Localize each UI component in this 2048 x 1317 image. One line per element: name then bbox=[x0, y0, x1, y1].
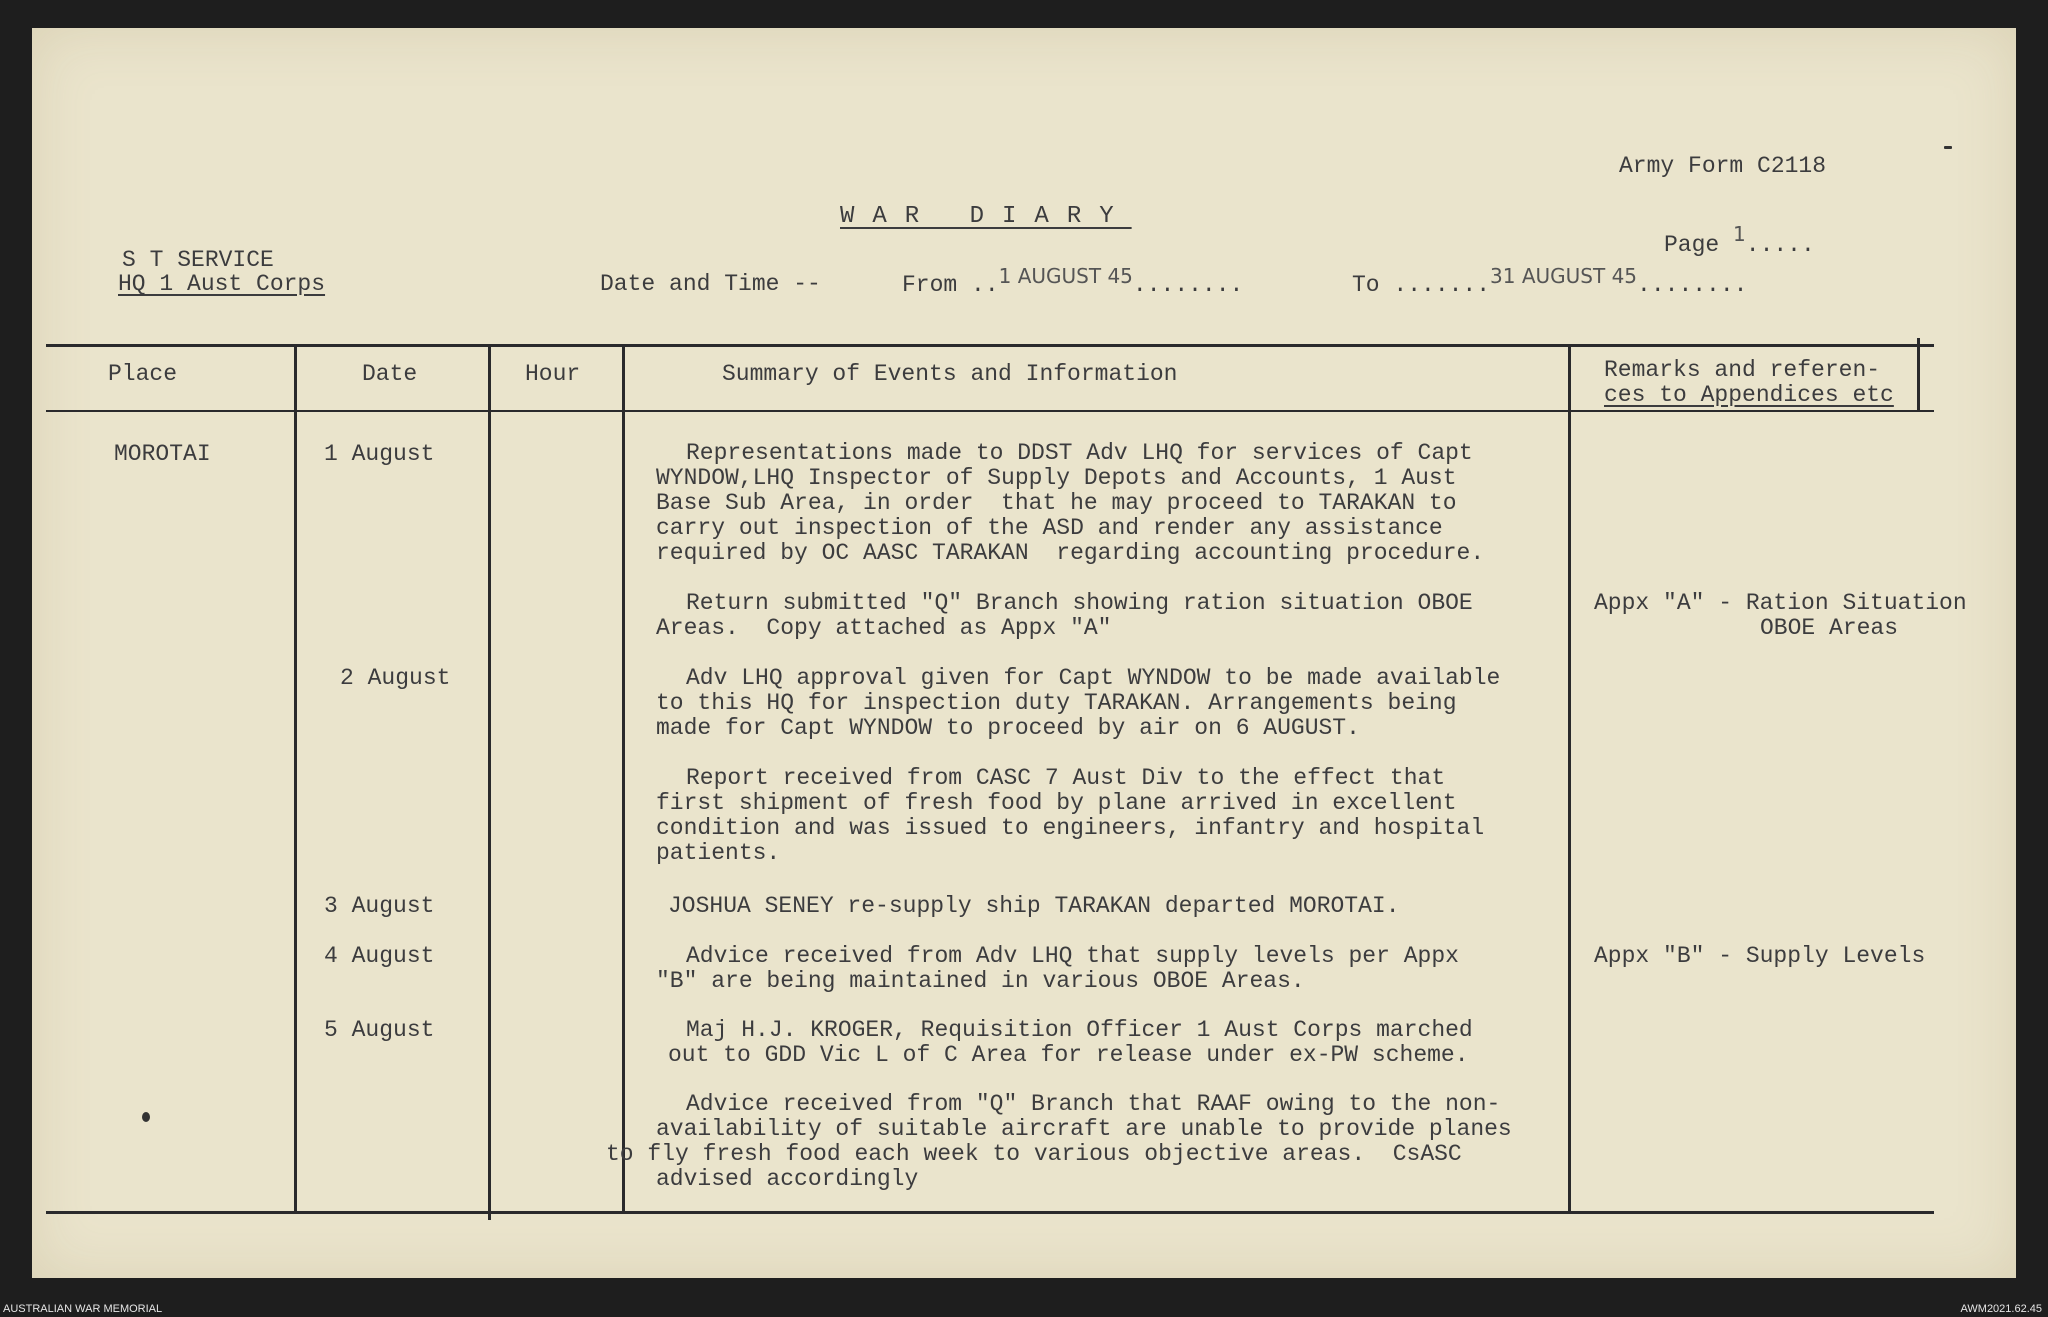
document-page bbox=[32, 28, 2016, 1278]
ink-speck bbox=[1944, 146, 1952, 149]
date-cell-4: 4 August bbox=[324, 943, 435, 969]
summary-line: JOSHUA SENEY re-supply ship TARAKAN departed MOROTAI. bbox=[668, 893, 1400, 919]
summary-line: WYNDOW,LHQ Inspector of Supply Depots and Accounts, 1 Aust bbox=[656, 465, 1457, 491]
summary-line: availability of suitable aircraft are unable to provide planes bbox=[656, 1116, 1512, 1142]
document-title: WAR DIARY bbox=[840, 203, 1132, 230]
header-bottom-rule bbox=[46, 410, 1934, 412]
summary-line: Maj H.J. KROGER, Requisition Officer 1 Aust Corps marched bbox=[686, 1017, 1473, 1043]
summary-line: Areas. Copy attached as Appx "A" bbox=[656, 615, 1112, 641]
summary-line: Return submitted "Q" Branch showing ration situation OBOE bbox=[686, 590, 1473, 616]
summary-line: out to GDD Vic L of C Area for release under ex-PW scheme. bbox=[668, 1042, 1469, 1068]
unit-name: S T SERVICE bbox=[122, 247, 274, 273]
summary-line: Report received from CASC 7 Aust Div to the effect that bbox=[686, 765, 1446, 791]
from-date: 1 AUGUST 45 bbox=[998, 264, 1133, 288]
column-header-hour: Hour bbox=[525, 361, 581, 387]
column-divider-remarks bbox=[1917, 338, 1920, 412]
column-header-remarks-1: Remarks and referen- bbox=[1604, 357, 1881, 383]
date-cell-1: 1 August bbox=[324, 441, 435, 467]
summary-line: required by OC AASC TARAKAN regarding accounting procedure. bbox=[656, 540, 1485, 566]
to-field: To .......31 AUGUST 45........ bbox=[1352, 264, 1748, 298]
date-cell-2: 2 August bbox=[340, 665, 451, 691]
column-header-summary: Summary of Events and Information bbox=[722, 361, 1178, 387]
page-label: Page bbox=[1664, 232, 1720, 258]
summary-line: condition and was issued to engineers, infantry and hospital bbox=[656, 815, 1485, 841]
to-date: 31 AUGUST 45 bbox=[1490, 264, 1638, 288]
summary-line: first shipment of fresh food by plane arrived in excellent bbox=[656, 790, 1457, 816]
page-number: 1 bbox=[1733, 222, 1746, 246]
summary-line: Advice received from "Q" Branch that RAAF owing to the non- bbox=[686, 1091, 1501, 1117]
footer-accession-number: AWM2021.62.45 bbox=[1960, 1303, 2042, 1315]
summary-line: "B" are being maintained in various OBOE Areas. bbox=[656, 968, 1305, 994]
column-header-date: Date bbox=[362, 361, 418, 387]
summary-line: Advice received from Adv LHQ that supply levels per Appx bbox=[686, 943, 1459, 969]
footer-archive-name: AUSTRALIAN WAR MEMORIAL bbox=[3, 1303, 163, 1315]
form-number: Army Form C2118 bbox=[1619, 153, 1827, 179]
date-time-label: Date and Time -- bbox=[600, 271, 821, 297]
summary-line: carry out inspection of the ASD and render any assistance bbox=[656, 515, 1443, 541]
column-header-place: Place bbox=[108, 361, 178, 387]
table-bottom-rule bbox=[46, 1211, 1934, 1214]
column-divider-date bbox=[488, 344, 491, 1220]
page-field: Page 1..... bbox=[1664, 222, 1815, 258]
summary-line: to this HQ for inspection duty TARAKAN. Arrangements being bbox=[656, 690, 1457, 716]
summary-line: Base Sub Area, in order that he may proceed to TARAKAN to bbox=[656, 490, 1457, 516]
table-top-rule bbox=[46, 344, 1934, 347]
from-field: From ..1 AUGUST 45........ bbox=[902, 264, 1244, 298]
place-cell: MOROTAI bbox=[114, 441, 211, 467]
summary-line: patients. bbox=[656, 840, 781, 866]
remark-appx-a: Appx "A" - Ration Situation bbox=[1594, 590, 1967, 616]
summary-line: Adv LHQ approval given for Capt WYNDOW to be made available bbox=[686, 665, 1501, 691]
column-divider-hour bbox=[622, 346, 625, 1214]
remark-appx-b: Appx "B" - Supply Levels bbox=[1594, 943, 1926, 969]
unit-hq: HQ 1 Aust Corps bbox=[118, 271, 326, 297]
date-cell-5: 5 August bbox=[324, 1017, 435, 1043]
summary-line: made for Capt WYNDOW to proceed by air on 6 AUGUST. bbox=[656, 715, 1360, 741]
from-label: From bbox=[902, 272, 958, 298]
column-header-remarks-2: ces to Appendices etc bbox=[1604, 382, 1894, 408]
ink-speck bbox=[142, 1112, 150, 1122]
to-label: To bbox=[1352, 272, 1380, 298]
column-divider-summary bbox=[1568, 346, 1571, 1214]
column-divider-place bbox=[294, 344, 297, 1214]
summary-line: advised accordingly bbox=[656, 1166, 919, 1192]
summary-line: Representations made to DDST Adv LHQ for services of Capt bbox=[686, 440, 1473, 466]
remark-appx-a-cont: OBOE Areas bbox=[1760, 615, 1899, 641]
date-cell-3: 3 August bbox=[324, 893, 435, 919]
summary-line: to fly fresh food each week to various objective areas. CsASC bbox=[606, 1141, 1462, 1167]
